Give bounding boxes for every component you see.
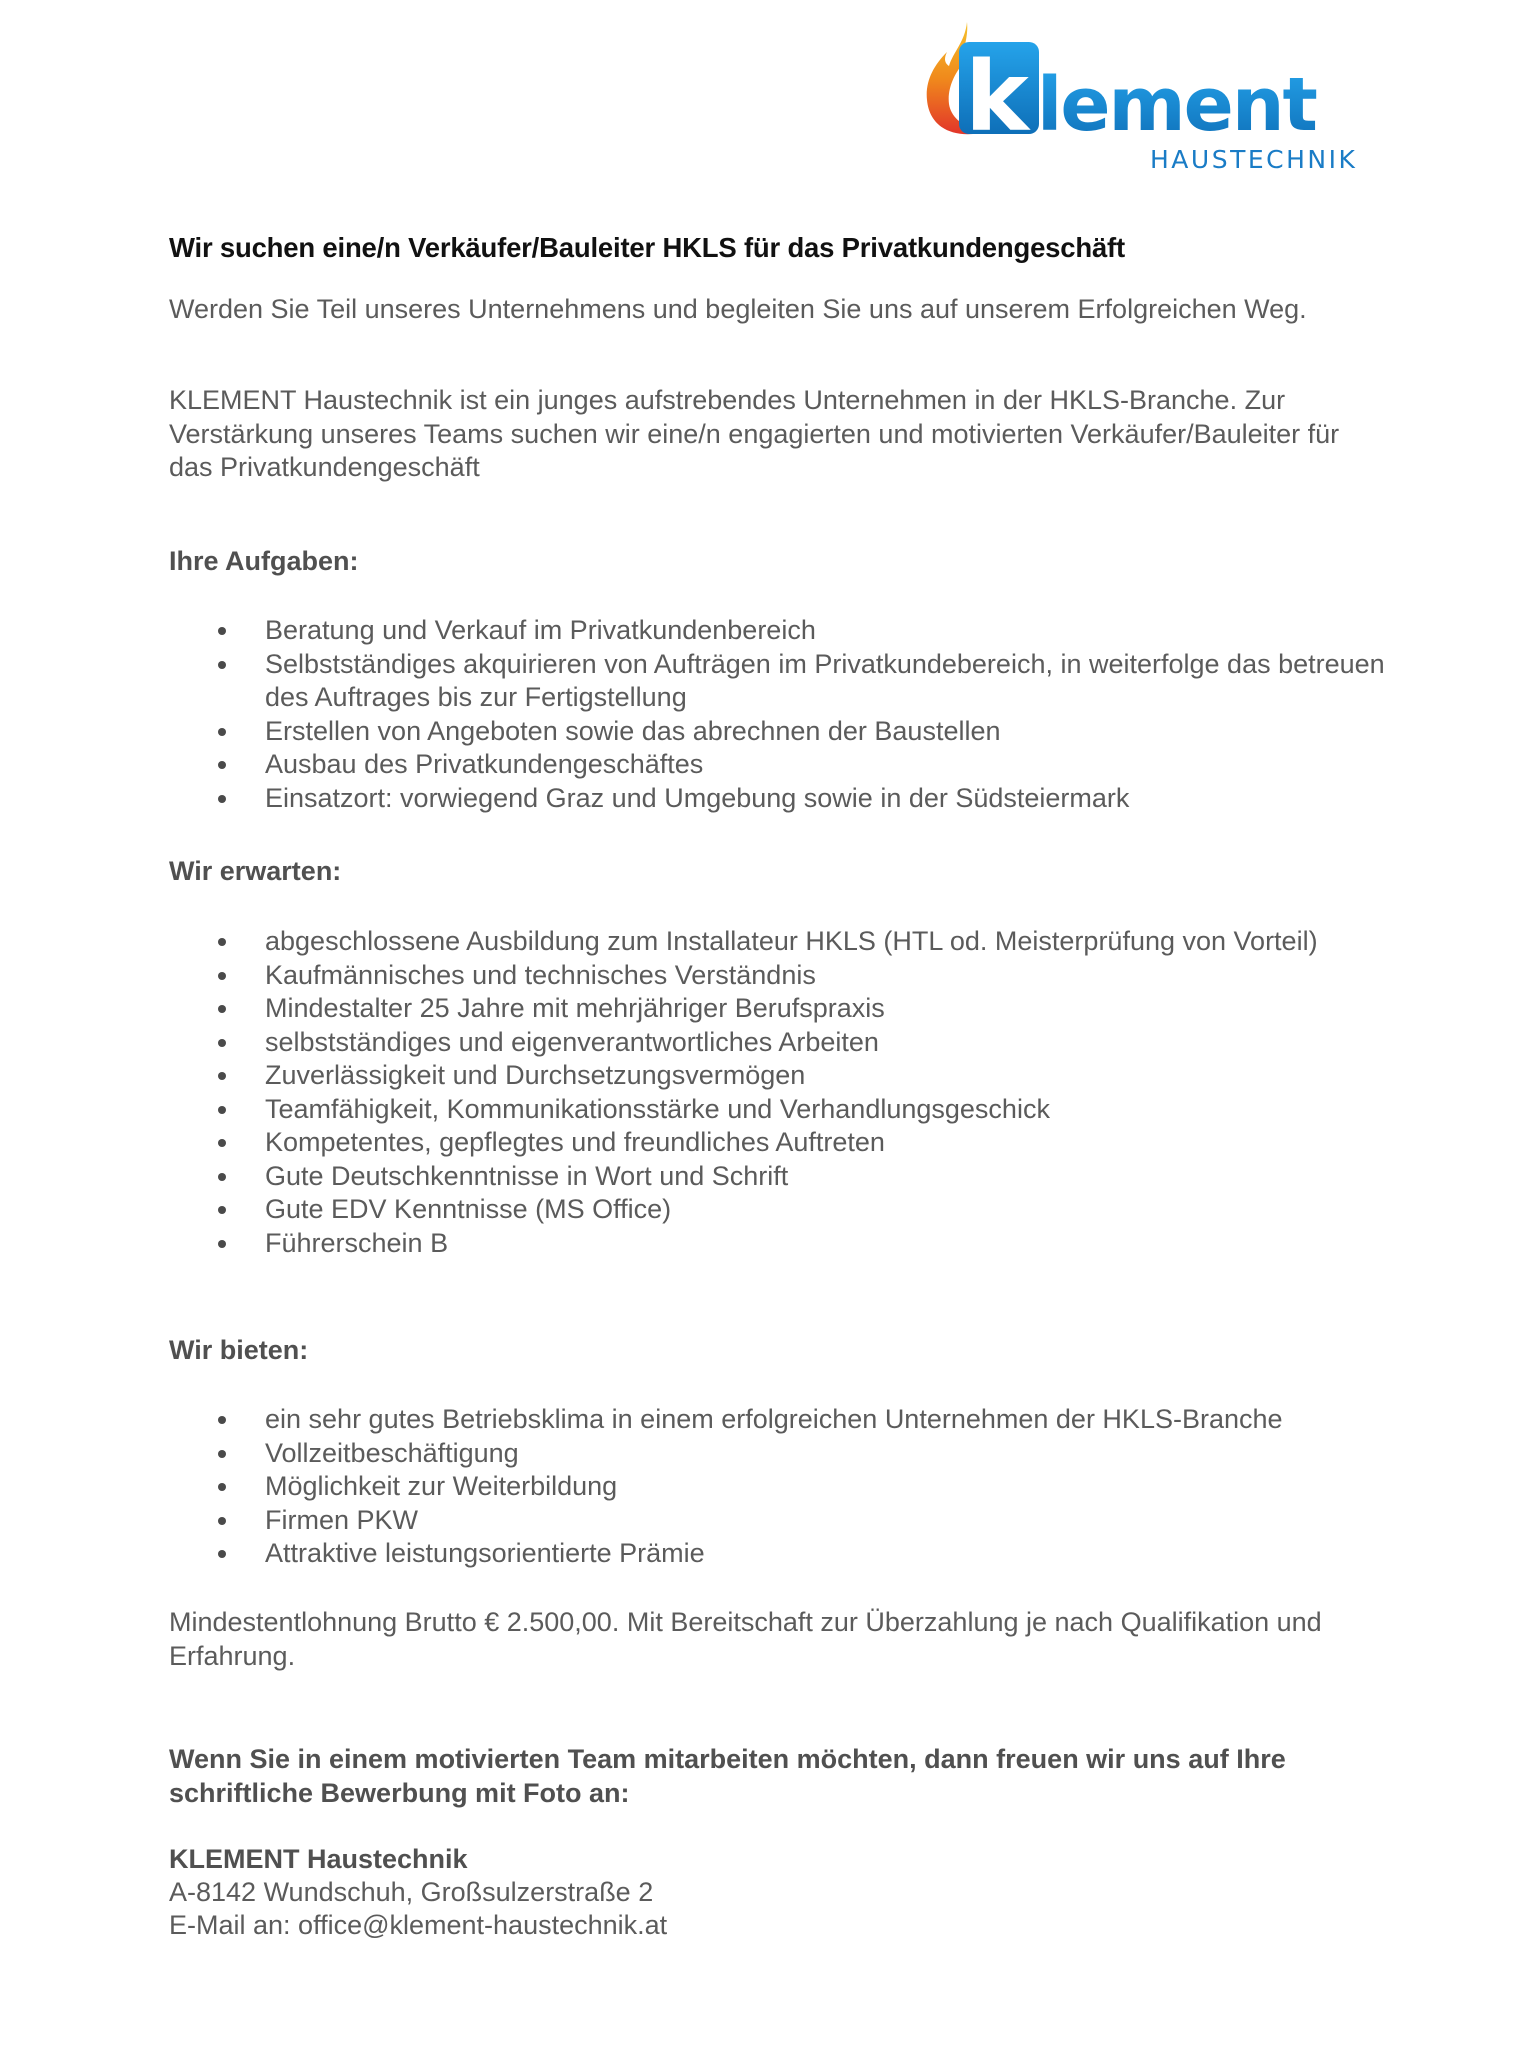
list-item: [169, 748, 1389, 782]
list-item: [169, 1470, 1389, 1504]
list-item: [169, 614, 1389, 648]
list-aufgaben: [169, 614, 1389, 815]
list-item-text: selbstständiges und eigenverantwortliches Arbeiten: [265, 1026, 879, 1057]
closing-paragraph: Wenn Sie in einem motivierten Team mitarbeiten möchten, dann freuen wir uns auf Ihre schriftliche Bewerbung mit Foto an:: [169, 1744, 1286, 1808]
list-item: [169, 1059, 1389, 1093]
contact-email-line: [169, 1910, 667, 1941]
list-item: [169, 1093, 1389, 1127]
list-item-text: Gute EDV Kenntnisse (MS Office): [265, 1194, 672, 1224]
contact-email-link[interactable]: office@klement-haustechnik.at: [298, 1910, 668, 1940]
logo-subtitle: HAUSTECHNIK: [1150, 145, 1358, 172]
bullet-icon: [218, 1206, 226, 1214]
list-item-text: Ausbau des Privatkundengeschäftes: [265, 749, 704, 779]
list-item: [169, 1403, 1389, 1437]
list-item-text: Teamfähigkeit, Kommunikationsstärke und Verhandlungsgeschick: [265, 1093, 1050, 1124]
bullet-icon: [218, 795, 226, 803]
list-item-text: Attraktive leistungsorientierte Prämie: [265, 1538, 705, 1568]
contact-company: KLEMENT Haustechnik: [169, 1844, 468, 1874]
list-item-text: Erstellen von Angeboten sowie das abrechnen der Baustellen: [265, 715, 1001, 746]
section-heading-bieten: Wir bieten:: [169, 1335, 309, 1365]
bullet-icon: [218, 1173, 226, 1181]
list-item-text: Gute Deutschkenntnisse in Wort und Schrift: [265, 1160, 789, 1191]
intro-paragraph-1: Werden Sie Teil unseres Unternehmens und begleiten Sie uns auf unserem Erfolgreichen Weg.: [169, 294, 1307, 324]
list-item: [169, 1126, 1389, 1160]
list-item: [169, 782, 1389, 816]
list-item-text: Selbstständiges akquirieren von Aufträgen im Privatkundebereich, in weiterfolge das betreuen des Auftrages bis zur Fertigstellung: [265, 648, 1385, 712]
bullet-icon: [218, 1240, 226, 1248]
logo-wordmark: lement: [1037, 62, 1316, 148]
list-item-text: Möglichkeit zur Weiterbildung: [265, 1471, 618, 1501]
list-item: [169, 715, 1389, 749]
bullet-icon: [218, 1039, 226, 1047]
bullet-icon: [218, 1072, 226, 1080]
list-item: [169, 1504, 1389, 1538]
list-erwarten: [169, 925, 1389, 1260]
list-item-text: ein sehr gutes Betriebsklima in einem erfolgreichen Unternehmen der HKLS-Branche: [265, 1404, 1283, 1434]
intro-paragraph-2: KLEMENT Haustechnik ist ein junges aufstrebendes Unternehmen in der HKLS-Branche. Zur Verstärkung unseres Teams suchen wir eine/n engagierten und motivierten Verkäufer/Bauleiter für das Privatkundengeschäft: [169, 385, 1340, 482]
salary-paragraph: Mindestentlohnung Brutto € 2.500,00. Mit Bereitschaft zur Überzahlung je nach Qualifikation und Erfahrung.: [169, 1607, 1322, 1671]
logo-k-letter: k: [965, 41, 1029, 153]
list-item-text: Vollzeitbeschäftigung: [265, 1437, 519, 1468]
bullet-icon: [218, 1483, 226, 1491]
list-bieten: [169, 1403, 1389, 1571]
list-item-text: Firmen PKW: [265, 1504, 419, 1535]
list-item: [169, 1227, 1389, 1261]
contact-address: A-8142 Wundschuh, Großsulzerstraße 2: [169, 1877, 654, 1907]
bullet-icon: [218, 1416, 226, 1424]
contact-email-label: E-Mail an:: [169, 1910, 299, 1940]
bullet-icon: [218, 972, 226, 980]
klement-logo-graphic: [925, 22, 1375, 172]
list-item: [169, 1193, 1389, 1227]
bullet-icon: [218, 728, 226, 736]
bullet-icon: [218, 761, 226, 769]
bullet-icon: [218, 1139, 226, 1147]
section-heading-aufgaben: Ihre Aufgaben:: [169, 546, 359, 576]
list-item-text: Zuverlässigkeit und Durchsetzungsvermögen: [265, 1060, 806, 1090]
list-item: [169, 1160, 1389, 1194]
list-item-text: Beratung und Verkauf im Privatkundenbereich: [265, 615, 816, 645]
bullet-icon: [218, 1550, 226, 1558]
list-item-text: Kaufmännisches und technisches Verständnis: [265, 959, 816, 990]
company-logo: [925, 22, 1375, 172]
list-item-text: Einsatzort: vorwiegend Graz und Umgebung sowie in der Südsteiermark: [265, 782, 1130, 813]
bullet-icon: [218, 1005, 226, 1013]
section-heading-erwarten: Wir erwarten:: [169, 856, 342, 886]
list-item: [169, 1537, 1389, 1571]
list-item-text: Kompetentes, gepflegtes und freundliches Auftreten: [265, 1127, 885, 1157]
list-item: [169, 925, 1389, 959]
bullet-icon: [218, 1450, 226, 1458]
bullet-icon: [218, 1106, 226, 1114]
bullet-icon: [218, 661, 226, 669]
page-title: Wir suchen eine/n Verkäufer/Bauleiter HKLS für das Privatkundengeschäft: [169, 232, 1125, 263]
list-item-text: Führerschein B: [265, 1227, 449, 1258]
list-item-text: Mindestalter 25 Jahre mit mehrjähriger Berufspraxis: [265, 993, 885, 1023]
list-item-text: abgeschlossene Ausbildung zum Installateur HKLS (HTL od. Meisterprüfung von Vorteil): [265, 926, 1318, 956]
list-item: [169, 992, 1389, 1026]
list-item: [169, 959, 1389, 993]
list-item: [169, 1026, 1389, 1060]
bullet-icon: [218, 1517, 226, 1525]
bullet-icon: [218, 627, 226, 635]
list-item: [169, 648, 1389, 715]
bullet-icon: [218, 938, 226, 946]
list-item: [169, 1437, 1389, 1471]
